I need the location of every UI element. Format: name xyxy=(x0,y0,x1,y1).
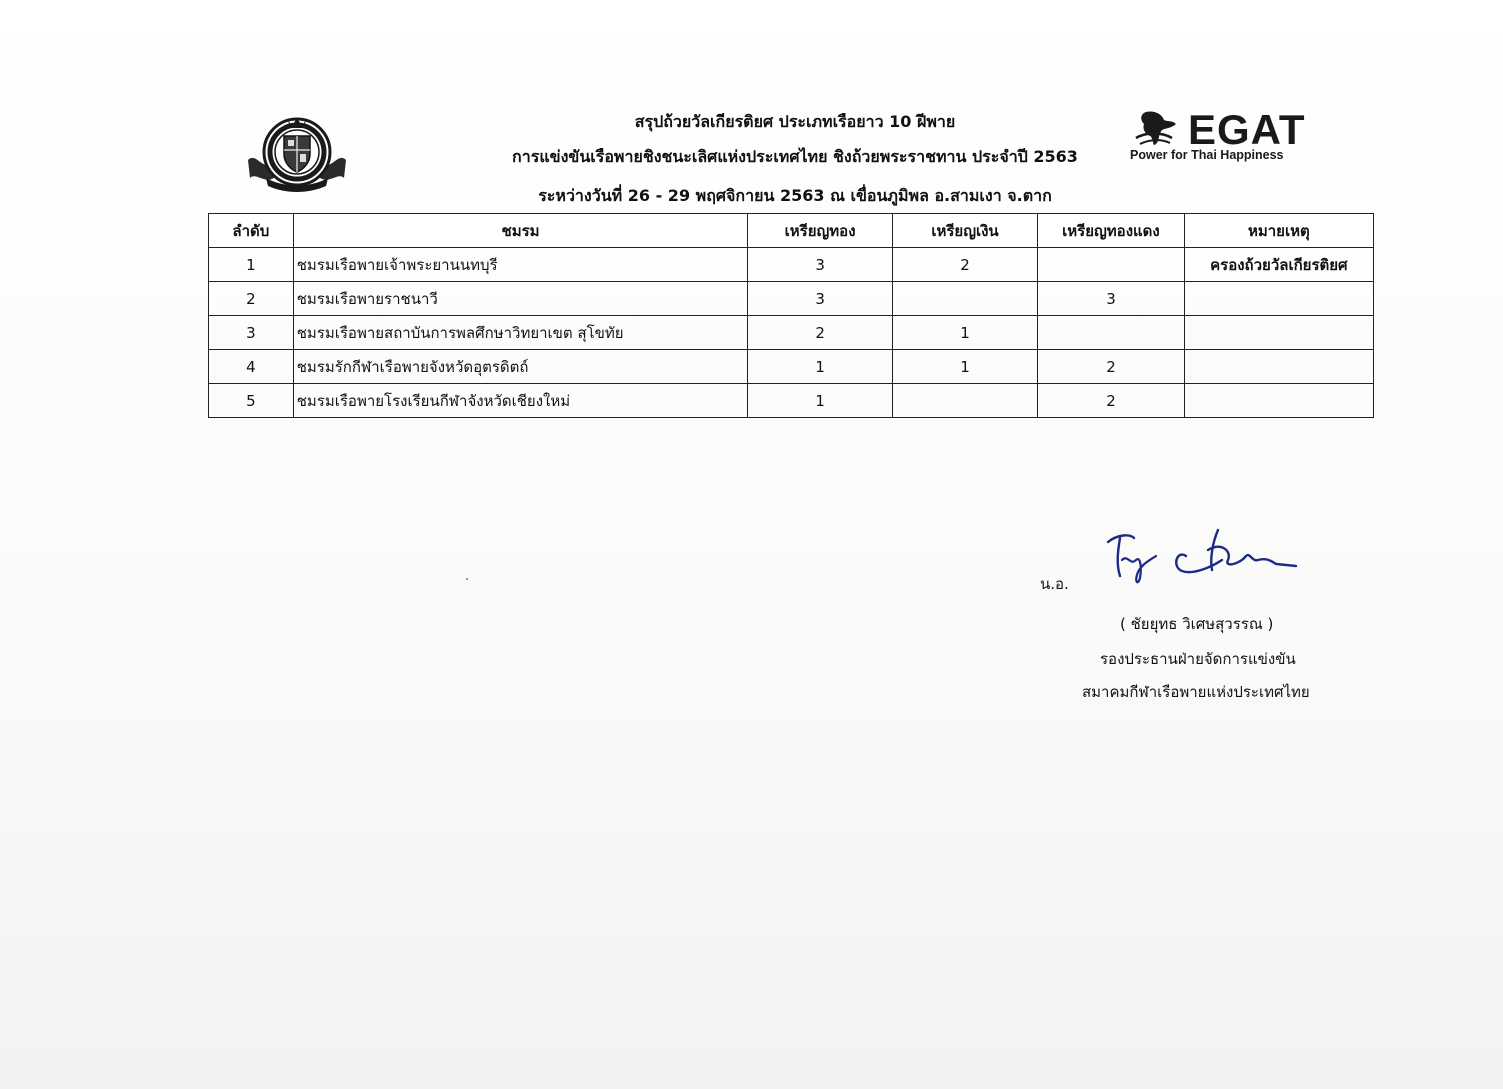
cell-note: ครองถ้วยวัลเกียรติยศ xyxy=(1184,248,1373,282)
egat-tagline: Power for Thai Happiness xyxy=(1130,148,1284,162)
cell-silver: 1 xyxy=(892,316,1037,350)
cell-bronze: 2 xyxy=(1038,350,1184,384)
cell-club: ชมรมเรือพายเจ้าพระยานนทบุรี xyxy=(293,248,748,282)
cell-club: ชมรมรักกีฬาเรือพายจังหวัดอุตรดิตถ์ xyxy=(293,350,748,384)
paper-speck xyxy=(466,578,468,580)
cell-club: ชมรมเรือพายราชนาวี xyxy=(293,282,748,316)
date-venue-line: ระหว่างวันที่ 26 - 29 พฤศจิกายน 2563 ณ เขื่อนภูมิพล อ.สามเงา จ.ตาก xyxy=(538,186,1052,205)
cell-gold: 1 xyxy=(748,350,892,384)
cell-rank: 5 xyxy=(209,384,294,418)
cell-gold: 3 xyxy=(748,248,892,282)
thailand-map-icon xyxy=(1128,108,1188,150)
cell-silver: 2 xyxy=(892,248,1037,282)
header-bronze: เหรียญทองแดง xyxy=(1038,214,1184,248)
table-header-row xyxy=(209,214,1374,248)
cell-bronze xyxy=(1038,316,1184,350)
cell-note xyxy=(1184,350,1373,384)
medal-table xyxy=(208,213,1374,418)
rank-prefix: น.อ. xyxy=(1040,575,1069,593)
table-row xyxy=(209,384,1374,418)
table-row xyxy=(209,248,1374,282)
cell-rank: 2 xyxy=(209,282,294,316)
signer-name: ( ชัยยุทธ วิเศษสุวรรณ ) xyxy=(1120,615,1274,633)
cell-rank: 3 xyxy=(209,316,294,350)
cell-bronze xyxy=(1038,248,1184,282)
cell-club: ชมรมเรือพายโรงเรียนกีฬาจังหวัดเชียงใหม่ xyxy=(293,384,748,418)
cell-note xyxy=(1184,316,1373,350)
table-row xyxy=(209,350,1374,384)
table-row xyxy=(209,316,1374,350)
header-silver: เหรียญเงิน xyxy=(892,214,1037,248)
cell-rank: 1 xyxy=(209,248,294,282)
cell-gold: 3 xyxy=(748,282,892,316)
header-club: ชมรม xyxy=(293,214,748,248)
cell-gold: 1 xyxy=(748,384,892,418)
competition-title: การแข่งขันเรือพายชิงชนะเลิศแห่งประเทศไทย ชิงถ้วยพระราชทาน ประจำปี 2563 xyxy=(512,147,1078,166)
cell-silver: 1 xyxy=(892,350,1037,384)
cell-silver xyxy=(892,384,1037,418)
document-title: สรุปถ้วยวัลเกียรติยศ ประเภทเรือยาว 10 ฝีพาย xyxy=(634,112,956,131)
egat-wordmark: EGAT xyxy=(1188,106,1306,153)
cell-rank: 4 xyxy=(209,350,294,384)
header-note: หมายเหตุ xyxy=(1184,214,1373,248)
cell-silver xyxy=(892,282,1037,316)
signer-title: รองประธานฝ่ายจัดการแข่งขัน xyxy=(1100,650,1296,668)
cell-note xyxy=(1184,282,1373,316)
signature-block xyxy=(1040,520,1360,720)
handwritten-signature-icon xyxy=(1100,520,1300,590)
header-rank: ลำดับ xyxy=(209,214,294,248)
cell-note xyxy=(1184,384,1373,418)
egat-logo xyxy=(1128,108,1353,166)
cell-club: ชมรมเรือพายสถาบันการพลศึกษาวิทยาเขต สุโขทัย xyxy=(293,316,748,350)
cell-bronze: 2 xyxy=(1038,384,1184,418)
header-gold: เหรียญทอง xyxy=(748,214,892,248)
table-row xyxy=(209,282,1374,316)
cell-gold: 2 xyxy=(748,316,892,350)
cell-bronze: 3 xyxy=(1038,282,1184,316)
signer-organization: สมาคมกีฬาเรือพายแห่งประเทศไทย xyxy=(1082,683,1310,701)
